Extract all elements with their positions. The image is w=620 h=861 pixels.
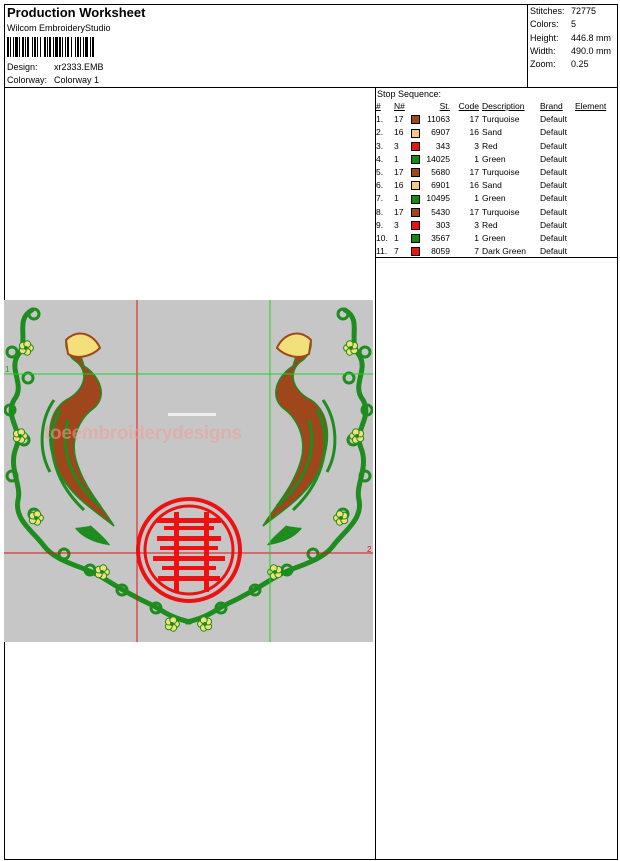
stop-sequence-header	[376, 100, 611, 113]
barcode	[7, 37, 130, 57]
stop-code: 3	[474, 219, 479, 230]
height-value: 446.8 mm	[571, 32, 612, 43]
col-number: #	[376, 101, 381, 111]
stop-needle: 1	[394, 153, 399, 164]
stop-description: Green	[482, 193, 506, 204]
stop-number: 6.	[376, 180, 384, 191]
stop-description: Red	[482, 219, 498, 230]
stop-row	[376, 232, 611, 245]
design-label: Design:	[7, 62, 38, 72]
stop-row	[376, 245, 611, 258]
software-name: Wilcom EmbroideryStudio	[7, 23, 111, 33]
zoom-label: Zoom:	[530, 59, 556, 70]
stop-needle: 1	[394, 193, 399, 204]
stop-number: 11.	[376, 246, 388, 257]
stop-number: 3.	[376, 140, 384, 151]
stop-stitches: 6907	[431, 127, 450, 138]
zoom-row	[530, 59, 589, 72]
stop-needle: 17	[394, 114, 404, 125]
col-brand: Brand	[540, 101, 563, 111]
col-stitches: St.	[439, 101, 450, 111]
design-row	[7, 62, 104, 72]
stop-description: Green	[482, 153, 506, 164]
colors-value: 5	[571, 19, 577, 30]
width-value: 490.0 mm	[571, 45, 612, 56]
stop-brand: Default	[540, 114, 567, 125]
stop-description: Green	[482, 233, 506, 244]
guide-marker-1: 1	[5, 365, 10, 374]
stop-code: 16	[469, 127, 479, 138]
stop-row	[376, 179, 611, 192]
zoom-value: 0.25	[571, 59, 589, 70]
stop-stitches: 343	[435, 140, 450, 151]
stop-element	[575, 126, 611, 139]
stop-code: 1	[474, 153, 479, 164]
stop-element	[575, 192, 611, 205]
stop-row	[376, 219, 611, 232]
color-swatch	[411, 247, 420, 256]
stop-element	[575, 219, 611, 232]
stop-row	[376, 113, 611, 126]
height-row	[530, 32, 612, 46]
colors-label: Colors:	[530, 19, 559, 30]
header-divider	[4, 87, 618, 88]
stop-swatch	[411, 232, 425, 245]
stop-number: 8.	[376, 206, 384, 217]
stop-code: 3	[474, 140, 479, 151]
col-description: Description	[482, 101, 525, 111]
stop-brand: Default	[540, 127, 567, 138]
stop-code: 17	[469, 114, 479, 125]
stop-row	[376, 126, 611, 139]
stop-code: 17	[469, 167, 479, 178]
stop-stitches: 11063	[426, 114, 450, 125]
watermark-text: toeembroiderydesigns	[44, 423, 242, 444]
color-swatch	[411, 195, 420, 204]
stop-stitches: 303	[435, 219, 450, 230]
stop-element	[575, 245, 611, 258]
guide-marker-2: 2	[367, 545, 372, 554]
stop-needle: 16	[394, 180, 404, 191]
stop-swatch	[411, 113, 425, 126]
stop-brand: Default	[540, 153, 567, 164]
stop-row	[376, 140, 611, 153]
stop-sequence-title: Stop Sequence:	[377, 89, 442, 99]
stitches-value: 72775	[571, 6, 597, 16]
color-swatch	[411, 115, 420, 124]
stop-description: Sand	[482, 127, 502, 138]
stop-swatch	[411, 245, 425, 258]
stop-number: 4.	[376, 153, 384, 164]
stop-number: 9.	[376, 219, 384, 230]
stop-needle: 3	[394, 219, 399, 230]
stop-swatch	[411, 192, 425, 205]
color-swatch	[411, 142, 420, 151]
colorway-row	[7, 75, 100, 85]
stop-element	[575, 206, 611, 219]
color-swatch	[411, 155, 420, 164]
stop-brand: Default	[540, 246, 567, 257]
stop-number: 5.	[376, 167, 384, 178]
stop-needle: 3	[394, 140, 399, 151]
color-swatch	[411, 221, 420, 230]
stop-stitches: 3567	[431, 233, 450, 244]
col-needle: N#	[394, 101, 405, 111]
stop-stitches: 5680	[431, 167, 450, 178]
stop-element	[575, 166, 611, 179]
stop-code: 7	[474, 246, 479, 257]
stop-brand: Default	[540, 233, 567, 244]
stop-needle: 17	[394, 167, 404, 178]
stop-brand: Default	[540, 140, 567, 151]
stop-number: 1.	[376, 114, 384, 125]
stop-swatch	[411, 140, 425, 153]
stop-stitches: 6901	[431, 180, 450, 191]
stop-brand: Default	[540, 167, 567, 178]
colors-row	[530, 19, 577, 32]
stop-code: 17	[469, 206, 479, 217]
stop-brand: Default	[540, 206, 567, 217]
width-label: Width:	[530, 45, 556, 56]
color-swatch	[411, 208, 420, 217]
col-code: Code	[458, 101, 479, 111]
stop-number: 2.	[376, 127, 384, 138]
stop-row	[376, 153, 611, 166]
stitches-row	[530, 6, 597, 19]
stop-swatch	[411, 219, 425, 232]
width-row	[530, 45, 612, 59]
stop-brand: Default	[540, 193, 567, 204]
stop-description: Dark Green	[482, 246, 526, 257]
stop-element	[575, 140, 611, 153]
colorway-value: Colorway 1	[54, 75, 100, 85]
stop-swatch	[411, 153, 425, 166]
stop-stitches: 5430	[431, 206, 450, 217]
watermark-bar	[168, 413, 216, 416]
col-element: Element	[575, 101, 607, 111]
stop-swatch	[411, 166, 425, 179]
stop-stitches: 10495	[426, 193, 450, 204]
stop-description: Red	[482, 140, 498, 151]
stop-row	[376, 192, 611, 205]
stop-element	[575, 179, 611, 192]
stop-code: 1	[474, 193, 479, 204]
stop-swatch	[411, 206, 425, 219]
col-swatch-header	[411, 100, 425, 113]
design-stats	[530, 6, 612, 72]
stop-number: 10.	[376, 233, 388, 244]
stats-divider	[527, 4, 528, 88]
stop-swatch	[411, 179, 425, 192]
color-swatch	[411, 234, 420, 243]
stop-needle: 7	[394, 246, 399, 257]
stop-needle: 16	[394, 127, 404, 138]
stop-brand: Default	[540, 180, 567, 191]
stop-code: 16	[469, 180, 479, 191]
stop-sequence-table	[376, 100, 611, 258]
stop-needle: 1	[394, 233, 399, 244]
design-value: xr2333.EMB	[54, 62, 104, 72]
stitches-label: Stitches:	[530, 6, 565, 16]
height-label: Height:	[530, 32, 559, 43]
stop-element	[575, 232, 611, 245]
stop-element	[575, 153, 611, 166]
page-title: Production Worksheet	[7, 5, 146, 20]
stop-stitches: 14025	[426, 153, 450, 164]
stop-description: Sand	[482, 180, 502, 191]
stop-stitches: 8059	[431, 246, 450, 257]
color-swatch	[411, 168, 420, 177]
design-preview	[4, 300, 373, 642]
color-swatch	[411, 181, 420, 190]
stop-row	[376, 206, 611, 219]
stop-code: 1	[474, 233, 479, 244]
stop-element	[575, 113, 611, 126]
colorway-label: Colorway:	[7, 75, 48, 85]
color-swatch	[411, 129, 420, 138]
stop-description: Turquoise	[482, 206, 520, 217]
stop-row	[376, 166, 611, 179]
stop-description: Turquoise	[482, 114, 520, 125]
stop-brand: Default	[540, 219, 567, 230]
stop-description: Turquoise	[482, 167, 520, 178]
stop-swatch	[411, 126, 425, 139]
stop-number: 7.	[376, 193, 384, 204]
stop-needle: 17	[394, 206, 404, 217]
